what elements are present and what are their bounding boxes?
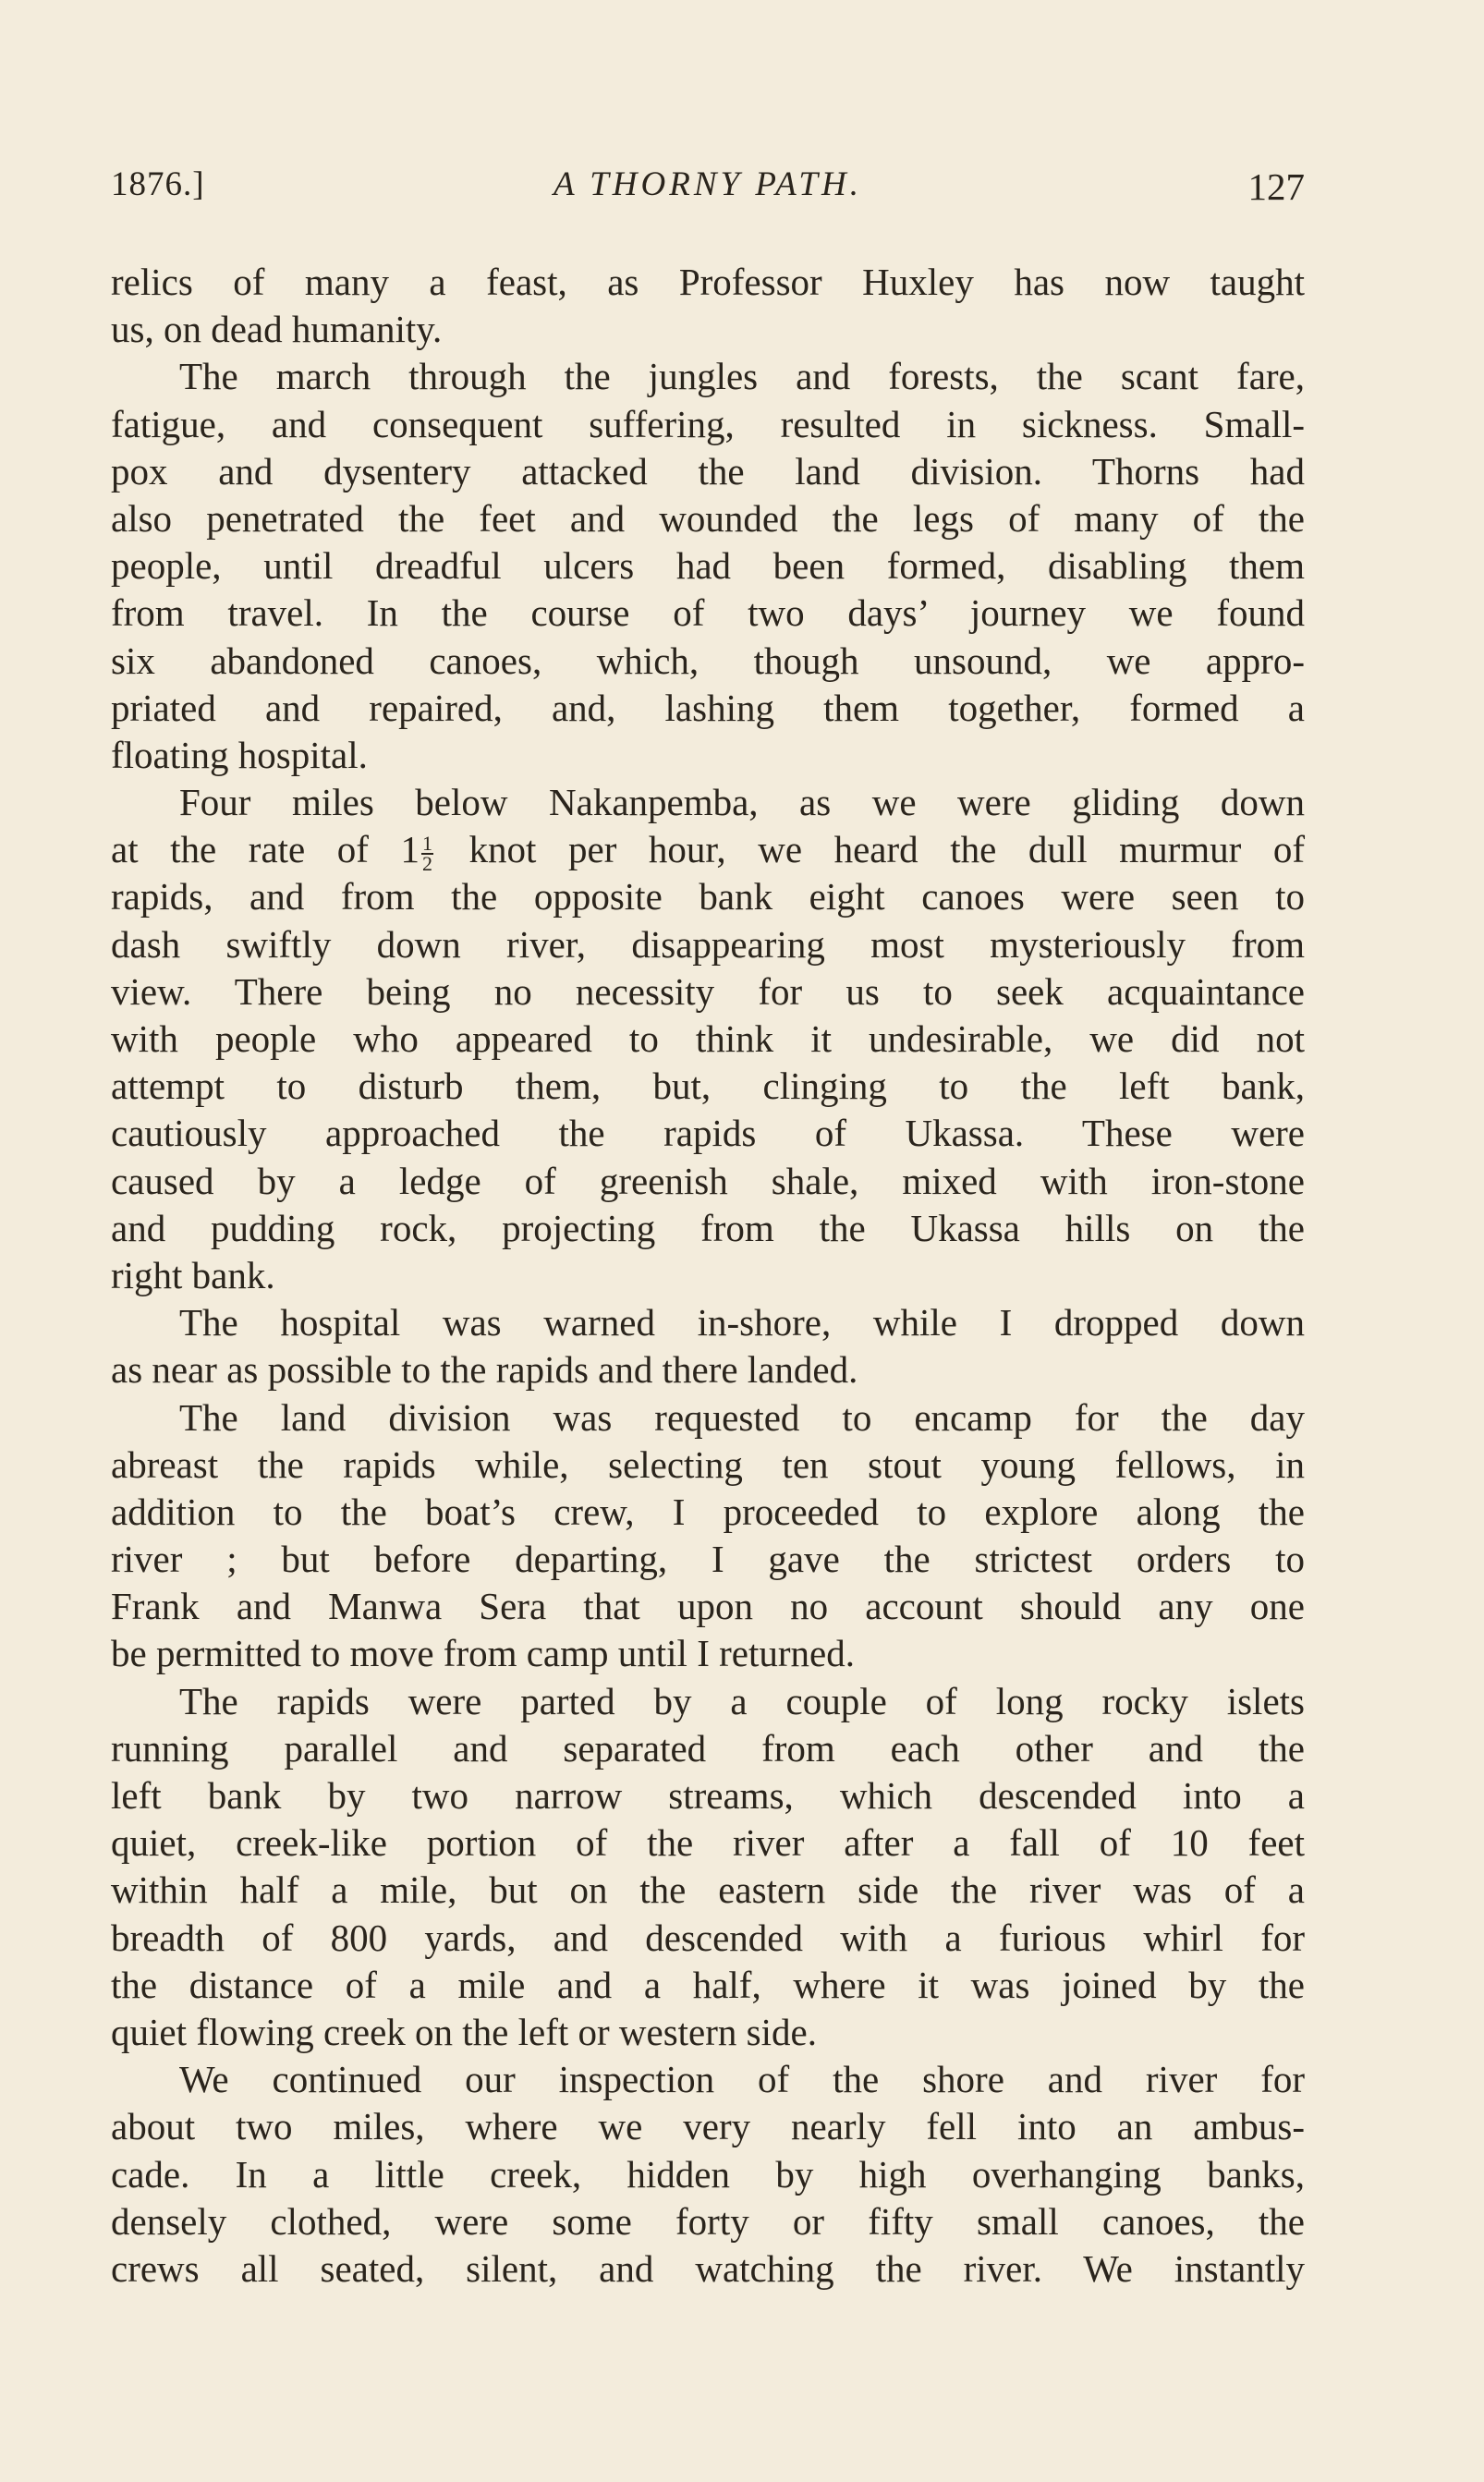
text-line: quiet, creek-like portion of the river after a fall of 10 feet <box>111 1821 1305 1865</box>
text-segment: at the rate of 1 <box>111 828 420 871</box>
text-line: floating hospital. <box>111 733 368 776</box>
text-segment: knot per hour, we heard the dull murmur of <box>437 828 1305 871</box>
text-line: about two miles, where we very nearly fell into an ambus- <box>111 2105 1305 2148</box>
text-line: people, until dreadful ulcers had been formed, disabling them <box>111 544 1305 588</box>
text-line: with people who appeared to think it undesirable, we did not <box>111 1017 1305 1060</box>
text-line: caused by a ledge of greenish shale, mixed with iron-stone <box>111 1159 1305 1202</box>
text-line: six abandoned canoes, which, though unsound, we appro- <box>111 639 1305 682</box>
text-line: fatigue, and consequent suffering, resulted in sickness. Small- <box>111 402 1305 445</box>
text-line: attempt to disturb them, but, clinging to the left bank, <box>111 1065 1305 1108</box>
page-number: 127 <box>1247 165 1305 208</box>
text-line: The hospital was warned in-shore, while I dropped down <box>179 1301 1305 1344</box>
fraction-denominator: 2 <box>422 851 432 875</box>
fraction-numerator: 1 <box>422 831 432 855</box>
text-line: Four miles below Nakanpemba, as we were gliding down <box>179 781 1305 824</box>
text-line: quiet flowing creek on the left or western side. <box>111 2010 817 2053</box>
text-line: and pudding rock, projecting from the Ukassa hills on the <box>111 1206 1305 1249</box>
text-line: The march through the jungles and forests, the scant fare, <box>179 355 1305 398</box>
text-line: abreast the rapids while, selecting ten stout young fellows, in <box>111 1442 1305 1486</box>
running-head <box>111 164 1305 220</box>
text-line: running parallel and separated from each other and the <box>111 1726 1305 1770</box>
header-year: 1876.] <box>111 165 205 203</box>
text-line: from travel. In the course of two days’ journey we found <box>111 591 1305 635</box>
text-line: us, on dead humanity. <box>111 308 443 351</box>
text-line: densely clothed, were some forty or fifty small canoes, the <box>111 2199 1305 2243</box>
text-line: The land division was requested to encamp for the day <box>179 1395 1305 1439</box>
text-line: within half a mile, but on the eastern side the river was of a <box>111 1868 1305 1912</box>
text-line: cade. In a little creek, hidden by high overhanging banks, <box>111 2152 1305 2196</box>
text-line: right bank. <box>111 1253 275 1296</box>
text-line: dash swiftly down river, disappearing most mysteriously from <box>111 922 1305 966</box>
text-line: river ; but before departing, I gave the strictest orders to <box>111 1538 1305 1581</box>
text-line: view. There being no necessity for us to seek acquaintance <box>111 969 1305 1013</box>
text-line: The rapids were parted by a couple of long rocky islets <box>179 1679 1305 1722</box>
text-line: Frank and Manwa Sera that upon no account should any one <box>111 1585 1305 1628</box>
text-line-with-fraction <box>111 826 1305 873</box>
text-line: pox and dysentery attacked the land division. Thorns had <box>111 449 1305 493</box>
text-line: breadth of 800 yards, and descended with a furious whirl for <box>111 1916 1305 1959</box>
fraction-one-half <box>421 831 433 875</box>
text-line: left bank by two narrow streams, which descended into a <box>111 1774 1305 1817</box>
text-line: as near as possible to the rapids and there landed. <box>111 1348 858 1392</box>
text-line: relics of many a feast, as Professor Huxley has now taught <box>111 261 1305 303</box>
text-line: be permitted to move from camp until I returned. <box>111 1632 855 1675</box>
text-line: also penetrated the feet and wounded the legs of many of the <box>111 496 1305 540</box>
text-line: priated and repaired, and, lashing them together, formed a <box>111 686 1305 729</box>
header-title: A THORNY PATH. <box>553 165 862 203</box>
text-line: addition to the boat’s crew, I proceeded to explore along the <box>111 1490 1305 1533</box>
text-line: the distance of a mile and a half, where it was joined by the <box>111 1963 1305 2006</box>
text-line: crews all seated, silent, and watching the river. We instantly <box>111 2246 1305 2290</box>
body-text <box>111 259 1305 2293</box>
text-line: rapids, and from the opposite bank eight canoes were seen to <box>111 875 1305 919</box>
text-line: cautiously approached the rapids of Ukassa. These were <box>111 1112 1305 1155</box>
text-line: We continued our inspection of the shore and river for <box>179 2058 1305 2101</box>
